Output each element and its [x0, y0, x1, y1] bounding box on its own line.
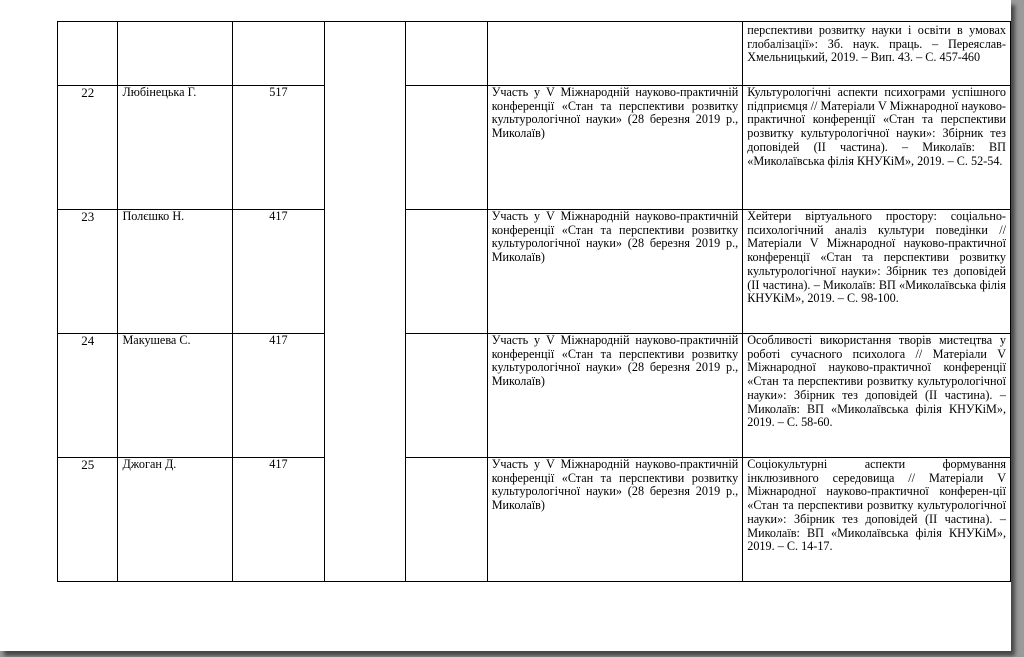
cell-group [232, 22, 325, 86]
table-row [58, 210, 1011, 334]
publication-text: Культурологічні аспекти психограми успішного підприємця // Матеріали V Міжнародної науково-практичної конференції «Стан та перспективи розвитку культурологічної науки»: Збірник тез доповідей (ІІ частина). – Миколаїв: ВП «Миколаївська філія КНУКіМ», 2019. – С. 52-54. [747, 85, 1006, 168]
publication-text: Особливості використання творів мистецтва у роботі сучасного психолога // Матеріали V Міжнародної науково-практичної конференції «Стан та перспективи розвитку культурологічної науки»: Збірник тез доповідей (ІІ частина). – Миколаїв: ВП «Миколаївська філія КНУКіМ», 2019. – С. 58-60. [747, 333, 1006, 430]
cell-name [118, 22, 232, 86]
cell-event: Участь у V Міжнародній науково-практичній конференції «Стан та перспективи розвитку культурологічної науки» (28 березня 2019 р., Миколаїв) [487, 86, 743, 210]
cell-num: 22 [58, 86, 118, 210]
cell-num: 23 [58, 210, 118, 334]
cell-group: 417 [232, 334, 325, 458]
cell-name: Джоган Д. [118, 458, 232, 582]
cell-name: Полєшко Н. [118, 210, 232, 334]
cell-publication [743, 334, 1011, 458]
cell-empty [406, 334, 487, 458]
cell-group: 517 [232, 86, 325, 210]
table-row-continued [58, 22, 1011, 86]
cell-empty-merged [325, 22, 406, 582]
participants-table [57, 21, 1011, 582]
cell-event [487, 22, 743, 86]
cell-event: Участь у V Міжнародній науково-практичній конференції «Стан та перспективи розвитку культурологічної науки» (28 березня 2019 р., Миколаїв) [487, 458, 743, 582]
cell-empty [406, 210, 487, 334]
cell-publication [743, 22, 1011, 86]
table-row [58, 86, 1011, 210]
table-row [58, 334, 1011, 458]
cell-empty [406, 458, 487, 582]
cell-num [58, 22, 118, 86]
cell-group: 417 [232, 458, 325, 582]
cell-event: Участь у V Міжнародній науково-практичній конференції «Стан та перспективи розвитку культурологічної науки» (28 березня 2019 р., Миколаїв) [487, 210, 743, 334]
cell-publication [743, 210, 1011, 334]
cell-name: Макушева С. [118, 334, 232, 458]
publication-text: перспективи розвитку науки і освіти в умовах глобалізації»: Зб. наук. праць. – Переяслав-Хмельницький, 2019. – Вип. 43. – С. 457-460 [747, 23, 1006, 65]
cell-num: 25 [58, 458, 118, 582]
publication-text: Соціокультурні аспекти формування інклюзивного середовища // Матеріали V Міжнародної науково-практичної конферен-ції «Стан та перспективи розвитку культурологічної науки»: Збірник тез доповідей (ІІ частина). – Миколаїв: ВП «Миколаївська філія КНУКіМ», 2019. – С. 14-17. [747, 457, 1006, 554]
cell-group: 417 [232, 210, 325, 334]
cell-publication [743, 458, 1011, 582]
publication-text: Хейтери віртуального простору: соціально-психологічний аналіз культури поведінки // Матеріали V Міжнародної науково-практичної конференції «Стан та перспективи розвитку культурологічної науки»: Збірник тез доповідей (ІІ частина). – Миколаїв: ВП «Миколаївська філія КНУКіМ», 2019. – С. 98-100. [747, 209, 1006, 306]
cell-publication [743, 86, 1011, 210]
cell-empty [406, 86, 487, 210]
cell-num: 24 [58, 334, 118, 458]
cell-empty [406, 22, 487, 86]
cell-event: Участь у V Міжнародній науково-практичній конференції «Стан та перспективи розвитку культурологічної науки» (28 березня 2019 р., Миколаїв) [487, 334, 743, 458]
cell-name: Любінецька Г. [118, 86, 232, 210]
table-row [58, 458, 1011, 582]
